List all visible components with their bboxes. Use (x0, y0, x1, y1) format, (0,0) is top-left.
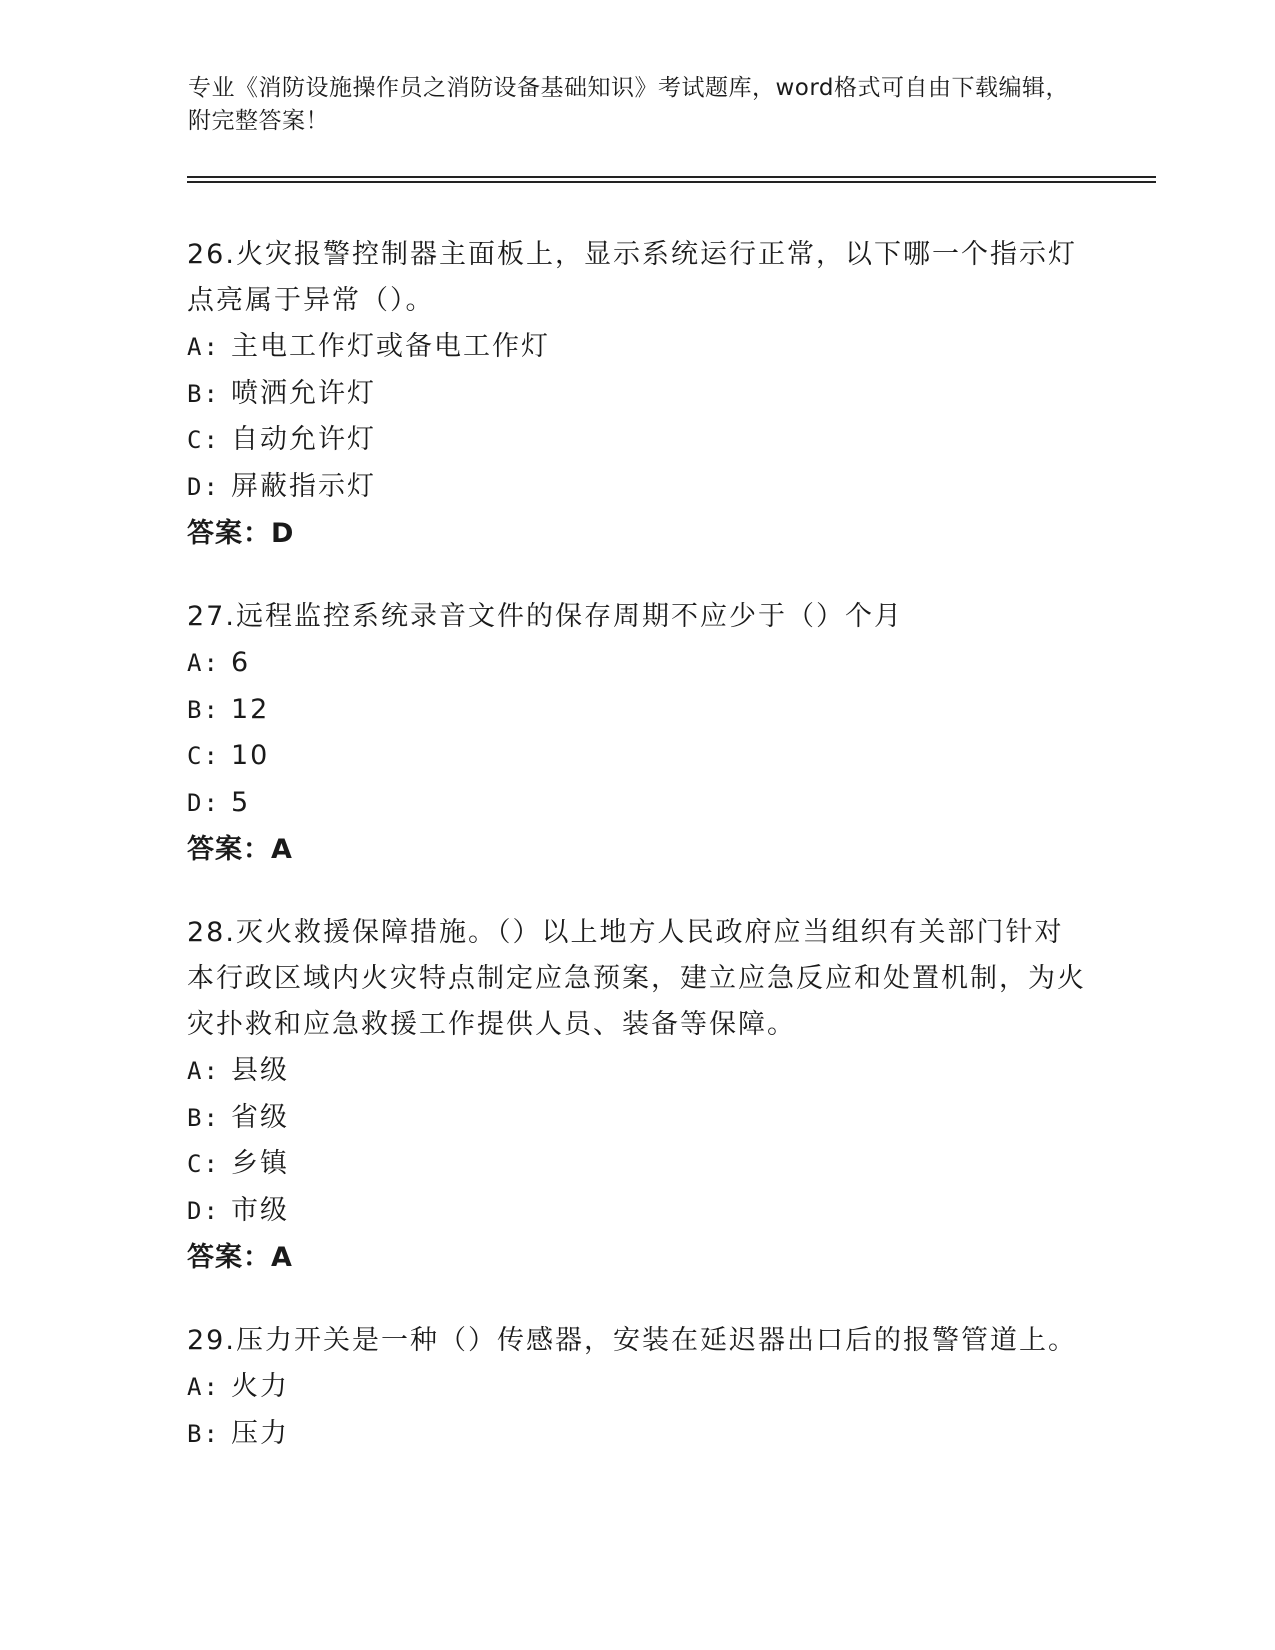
option-text: 省级 (231, 1101, 289, 1133)
option-text: 6 (231, 647, 251, 678)
question-28 (187, 910, 1087, 1282)
option-a (187, 1048, 1087, 1095)
option-text: 主电工作灯或备电工作灯 (231, 331, 550, 362)
option-letter: C: (187, 742, 220, 770)
header-divider-second (187, 181, 1156, 183)
option-text: 压力 (231, 1417, 289, 1449)
option-b (187, 687, 1087, 734)
answer-line: 答案：A (187, 834, 293, 865)
option-letter: B: (187, 1419, 220, 1448)
answer-line: 答案：A (187, 1242, 293, 1273)
option-letter: B: (187, 379, 220, 408)
option-text: 乡镇 (231, 1148, 289, 1179)
option-letter: C: (187, 1150, 220, 1178)
question-stem: 27.远程监控系统录音文件的保存周期不应少于（）个月 (187, 601, 903, 632)
option-text: 5 (231, 786, 251, 818)
option-letter: D: (187, 1196, 220, 1225)
option-d (187, 780, 1087, 827)
option-letter: A: (187, 1373, 220, 1401)
option-text: 喷洒允许灯 (231, 377, 376, 409)
question-stem: 29.压力开关是一种（）传感器，安装在延迟器出口后的报警管道上。 (187, 1325, 1077, 1356)
question-26 (187, 232, 1087, 558)
document-header: 专业《消防设施操作员之消防设备基础知识》考试题库，word格式可自由下载编辑，附完整答案！ (188, 75, 1070, 134)
question-stem: 28.灭火救援保障措施。（）以上地方人民政府应当组织有关部门针对本行政区域内火灾特点制定应急预案，建立应急反应和处置机制，为火灾扑救和应急救援工作提供人员、装备等保障。 (187, 917, 1086, 1040)
option-letter: A: (187, 333, 220, 361)
option-c (187, 417, 1087, 464)
option-a (187, 1364, 1087, 1411)
question-29 (187, 1318, 1087, 1457)
option-letter: A: (187, 649, 220, 677)
option-text: 10 (231, 740, 270, 771)
option-a (187, 640, 1087, 687)
option-c (187, 733, 1087, 780)
option-a (187, 324, 1087, 371)
option-text: 市级 (231, 1194, 289, 1226)
option-text: 县级 (231, 1055, 289, 1086)
option-letter: D: (187, 472, 220, 501)
option-letter: B: (187, 695, 220, 724)
option-b (187, 1095, 1087, 1142)
option-text: 火力 (231, 1371, 289, 1402)
option-letter: B: (187, 1103, 220, 1132)
option-c (187, 1141, 1087, 1188)
option-b (187, 371, 1087, 418)
header-divider (187, 176, 1156, 178)
question-stem: 26.火灾报警控制器主面板上，显示系统运行正常，以下哪一个指示灯点亮属于异常（）。 (187, 239, 1077, 316)
option-letter: C: (187, 426, 220, 454)
option-letter: D: (187, 788, 220, 817)
option-letter: A: (187, 1057, 220, 1085)
option-text: 屏蔽指示灯 (231, 470, 376, 502)
question-list (187, 232, 1087, 1493)
answer-line: 答案：D (187, 518, 295, 549)
option-d (187, 464, 1087, 511)
option-b (187, 1411, 1087, 1458)
option-d (187, 1188, 1087, 1235)
question-27 (187, 594, 1087, 874)
option-text: 12 (231, 693, 270, 725)
option-text: 自动允许灯 (231, 424, 376, 455)
